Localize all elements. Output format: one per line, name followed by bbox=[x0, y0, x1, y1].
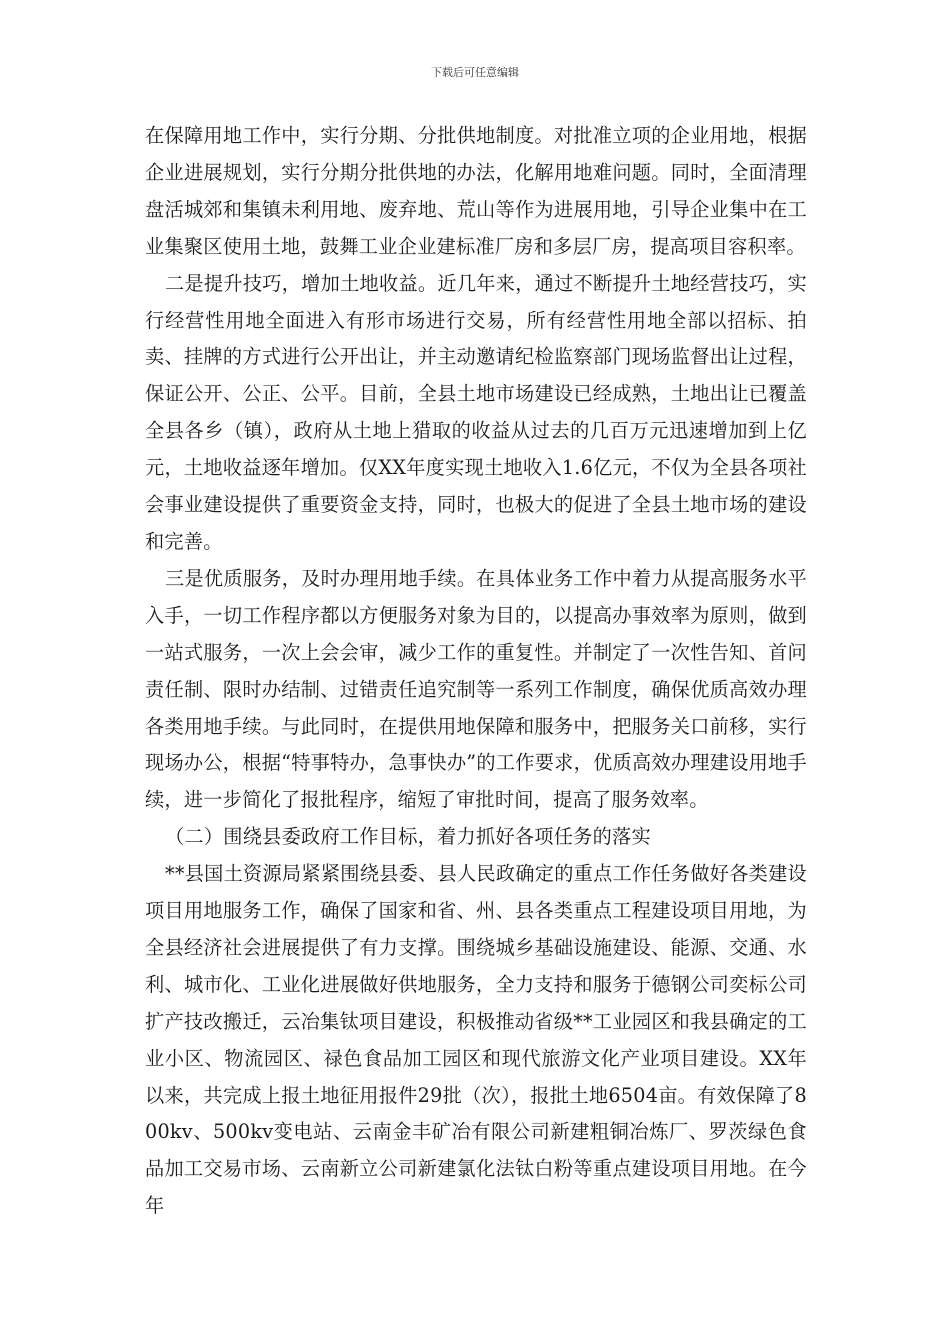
document-body bbox=[145, 118, 807, 1225]
page-header: 下载后可任意编辑 bbox=[431, 66, 519, 79]
section-heading: （二）围绕县委政府工作目标，着力抓好各项任务的落实 bbox=[165, 825, 651, 849]
paragraph-land-supply: 在保障用地工作中，实行分期、分批供地制度。对批准立项的企业用地，根据企业进展规划，实行分期分批供地的办法，化解用地难问题。同时，全面清理盘活城郊和集镇未利用地、废弃地、荒山等作为进展用地，引导企业集中在工业集聚区使用土地，鼓舞工业企业建标准厂房和多层厂房，提高项目容积率。 bbox=[145, 124, 807, 258]
paragraph-land-revenue: 二是提升技巧，增加土地收益。近几年来，通过不断提升土地经营技巧，实行经营性用地全面进入有形市场进行交易，所有经营性用地全部以招标、拍卖、挂牌的方式进行公开出让，并主动邀请纪检监察部门现场监督出让过程，保证公开、公正、公平。目前，全县土地市场建设已经成熟，土地出让已覆盖全县各乡（镇），政府从土地上猎取的收益从过去的几百万元迅速增加到上亿元，土地收益逐年增加。仅XX年度实现土地收入1.6亿元，不仅为全县各项社会事业建设提供了重要资金支持，同时，也极大的促进了全县土地市场的建设和完善。 bbox=[145, 271, 807, 553]
paragraph-key-projects: **县国土资源局紧紧围绕县委、县人民政确定的重点工作任务做好各类建设项目用地服务工作，确保了国家和省、州、县各类重点工程建设项目用地，为全县经济社会进展提供了有力支撑。围绕城乡基础设施建设、能源、交通、水利、城市化、工业化进展做好供地服务，全力支持和服务于德钢公司奕标公司扩产技改搬迁，云冶集钛项目建设，积极推动省级**工业园区和我县确定的工业小区、物流园区、禄色食品加工园区和现代旅游文化产业项目建设。XX年以来，共完成上报土地征用报件29批（次），报批土地6504亩。有效保障了800kv、500kv变电站、云南金丰矿冶有限公司新建粗铜冶炼厂、罗茨绿色食品加工交易市场、云南新立公司新建氯化法钛白粉等重点建设项目用地。在今年 bbox=[145, 862, 807, 1218]
paragraph-quality-service: 三是优质服务，及时办理用地手续。在具体业务工作中着力从提高服务水平入手，一切工作程序都以方便服务对象为目的，以提高办事效率为原则，做到一站式服务，一次上会会审，减少工作的重复性。并制定了一次性告知、首问责任制、限时办结制、过错责任追究制等一系列工作制度，确保优质高效办理各类用地手续。与此同时，在提供用地保障和服务中，把服务关口前移，实行现场办公，根据“特事特办，急事快办”的工作要求，优质高效办理建设用地手续，进一步简化了报批程序，缩短了审批时间，提高了服务效率。 bbox=[145, 566, 807, 812]
